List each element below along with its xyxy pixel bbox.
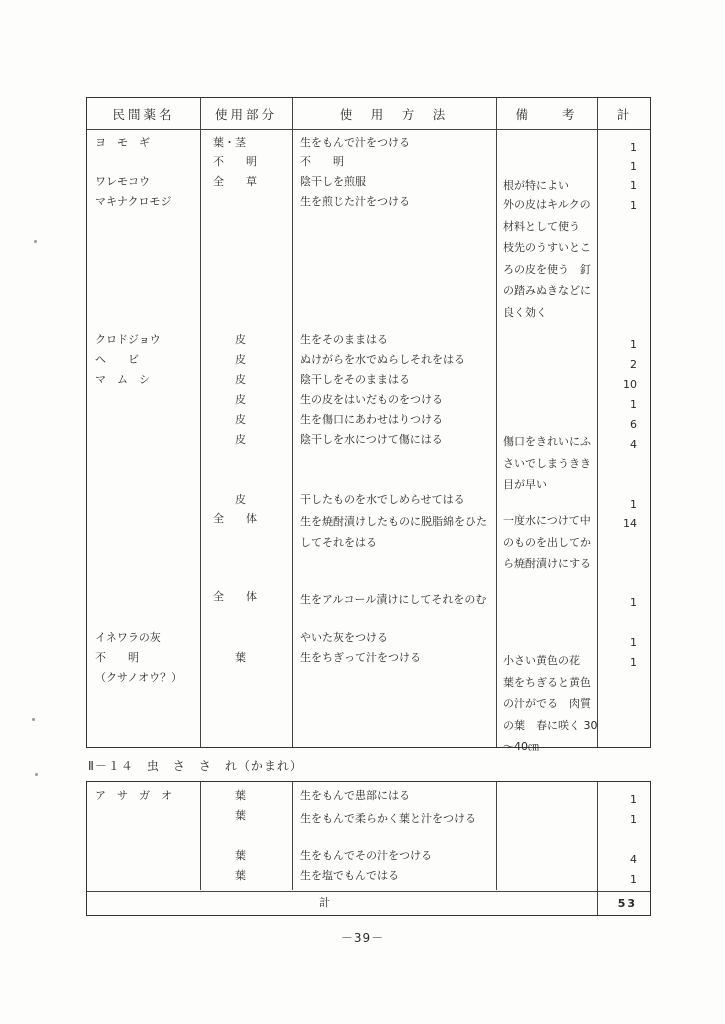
row-count: 1	[630, 160, 637, 173]
row-method: 干したものを水でしめらせてはる	[300, 493, 465, 506]
row-part: 葉・茎	[213, 136, 246, 149]
row-count: 1	[630, 656, 637, 669]
row-count: 1	[630, 398, 637, 411]
row-method: 生の皮をはいだものをつける	[300, 393, 443, 406]
row-method: 生をちぎって汁をつける	[300, 651, 421, 664]
row-method: 生をアルコール漬けにしてそれをのむ	[300, 593, 487, 606]
row-count: 1	[630, 179, 637, 192]
row-method: 生をもんで患部にはる	[300, 789, 410, 802]
row-part: 葉	[235, 789, 246, 802]
row-method: 生を焼酎漬けしたものに脱脂綿をひたしてそれをはる	[300, 515, 487, 549]
row-count: 10	[623, 378, 637, 391]
row-part: 皮	[235, 433, 246, 446]
header-remark: 備 考	[515, 106, 578, 122]
row-remark: 根が特によい	[503, 179, 569, 192]
row-method: 生をそのままはる	[300, 333, 388, 346]
row-method: 不 明	[300, 155, 344, 168]
row-method: 生をもんで柔らかく葉と汁をつける	[300, 812, 476, 825]
row-name: ア サ ガ オ	[95, 789, 172, 802]
row-name: イネワラの灰	[95, 631, 161, 644]
row-part: 全 草	[213, 175, 257, 188]
row-method: 生を塩でもんではる	[300, 869, 399, 882]
row-part: 全 体	[213, 590, 257, 603]
row-part: 皮	[235, 333, 246, 346]
remedy-table	[86, 97, 651, 753]
row-method: 生をもんで汁をつける	[300, 136, 410, 149]
row-name: ヘ ビ	[95, 353, 139, 366]
row-remark: 傷口をきれいにふさいでしまうきき目が早い	[503, 435, 591, 491]
row-count: 6	[630, 418, 637, 431]
row-remark: 外の皮はキルクの材料として使う 枝先のうすいところの皮を使う 釘の踏みぬきなどに良く効く	[503, 198, 591, 319]
row-name: クロドジョウ	[95, 333, 161, 346]
row-method: 陰干しを水につけて傷にはる	[300, 433, 443, 446]
row-count: 1	[630, 338, 637, 351]
row-part: 葉	[235, 809, 246, 822]
row-part: 皮	[235, 493, 246, 506]
row-remark: 一度水につけて中のものを出してから焼酎漬けにする	[503, 514, 591, 570]
header-count: 計	[616, 106, 633, 122]
row-name: マキナクロモジ	[95, 195, 172, 208]
row-count: 1	[630, 498, 637, 511]
row-part: 葉	[235, 651, 246, 664]
row-name: マ ム シ	[95, 373, 150, 386]
row-method: 生をもんでその汁をつける	[300, 849, 432, 862]
page-number: －39－	[340, 931, 385, 945]
row-part: 皮	[235, 413, 246, 426]
row-count: 4	[630, 438, 637, 451]
total-label: 計	[319, 896, 330, 909]
header-name: 民間薬名	[112, 106, 175, 122]
row-count: 14	[623, 517, 637, 530]
margin-speck	[32, 718, 35, 721]
total-value: 53	[617, 897, 637, 910]
row-part: 葉	[235, 849, 246, 862]
row-method: やいた灰をつける	[300, 631, 388, 644]
row-method: ぬけがらを水でぬらしそれをはる	[300, 353, 465, 366]
margin-speck	[34, 240, 37, 243]
row-part: 全 体	[213, 512, 257, 525]
margin-speck	[35, 773, 38, 776]
row-part: 皮	[235, 373, 246, 386]
row-name: ヨ モ ギ	[95, 136, 150, 149]
row-part: 皮	[235, 353, 246, 366]
row-name: 不 明	[95, 651, 139, 664]
row-count: 1	[630, 793, 637, 806]
row-count: 1	[630, 873, 637, 886]
row-name: （クサノオウ？）	[95, 671, 183, 684]
insect-bite-table	[86, 781, 651, 916]
row-method: 陰干しを煎服	[300, 175, 366, 188]
row-count: 1	[630, 636, 637, 649]
row-part: 不 明	[213, 155, 257, 168]
row-count: 1	[630, 141, 637, 154]
row-name: ワレモコウ	[95, 175, 150, 188]
row-remark: 小さい黄色の花 葉をちぎると黄色の汁がでる 肉質の葉 春に咲く 30～40㎝	[503, 654, 598, 753]
row-count: 1	[630, 199, 637, 212]
header-part: 使用部分	[214, 106, 277, 122]
section-caption: Ⅱ－１４ 虫 さ さ れ（かまれ）	[88, 759, 303, 773]
row-count: 1	[630, 596, 637, 609]
row-method: 生を煎じた汁をつける	[300, 195, 410, 208]
row-count: 2	[630, 358, 637, 371]
row-method: 陰干しをそのままはる	[300, 373, 410, 386]
row-count: 4	[630, 853, 637, 866]
header-method: 使 用 方 法	[339, 106, 449, 122]
row-part: 葉	[235, 869, 246, 882]
row-part: 皮	[235, 393, 246, 406]
row-count: 1	[630, 813, 637, 826]
row-method: 生を傷口にあわせはりつける	[300, 413, 443, 426]
